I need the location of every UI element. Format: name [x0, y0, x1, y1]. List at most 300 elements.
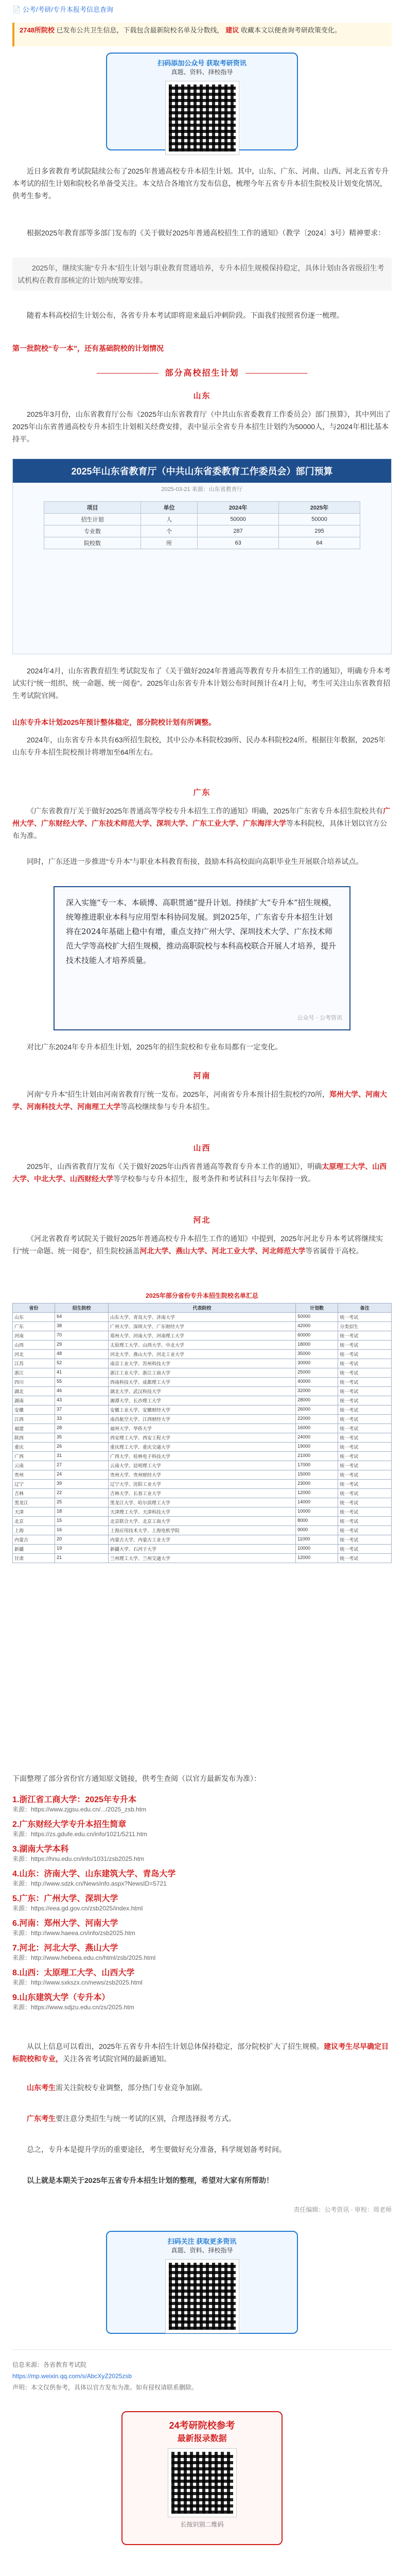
ref-link[interactable]: 来源：https://www.zjgsu.edu.cn/.../2025_zsb.htm	[12, 1806, 147, 1813]
intro-quote: 2025年，继续实施“专升本”招生计划与职业教育贯通培养，专升本招生规模保持稳定，具体计划由各省级招生考试机构在教育部核定的计划内统筹安排。	[12, 258, 392, 291]
intro-red-line: 第一批院校“专一本”，还有基础院校的计划情况	[12, 344, 164, 352]
closing-p1-tail: 关注各省考试院官网的最新通知。	[63, 2055, 171, 2063]
table-cell: 统一考试	[338, 1359, 392, 1368]
table-cell: 四川	[13, 1378, 55, 1387]
closing-p1-text: 从以上信息可以看出，2025年五省专升本招生计划总体保持稳定，部分院校扩大了招生规模。	[27, 2042, 324, 2050]
footer-link[interactable]: https://mp.weixin.qq.com/s/AbcXyZ2025zsb	[12, 2372, 132, 2380]
table-row	[44, 537, 360, 549]
promo-qr[interactable]	[168, 2449, 236, 2517]
table-row	[13, 1387, 392, 1396]
budget-table	[44, 501, 360, 549]
table-cell: 统一考试	[338, 1480, 392, 1489]
table-cell: 统一考试	[338, 1461, 392, 1470]
table-cell: 招生计划	[44, 514, 141, 526]
summary-th: 省份	[13, 1303, 55, 1313]
table-cell: 云南	[13, 1461, 55, 1470]
table-cell: 贵州大学、贵州财经大学	[108, 1470, 295, 1480]
shandong-p4: 2024年，山东省专升本共有63所招生院校，其中公办本科院校39所、民办本科院校24所。根据往年数据，2025年山东专升本招生院校预计将增加至64所左右。	[12, 736, 386, 756]
table-cell: 郑州大学、河南大学、河南理工大学	[108, 1331, 295, 1341]
table-cell: 安徽	[13, 1405, 55, 1415]
table-cell: 统一考试	[338, 1424, 392, 1433]
ref-link[interactable]: 来源：http://www.hebeea.edu.cn/html/zsb/2025.html	[12, 1954, 156, 1961]
table-cell: 30000	[296, 1359, 338, 1368]
ref-link[interactable]: 来源：http://www.sdzk.cn/NewsInfo.aspx?NewsID=5721	[12, 1880, 167, 1887]
table-cell: 26000	[296, 1405, 338, 1415]
table-row	[13, 1526, 392, 1535]
closing-p3-text: 要注意分类招生与统一考试的区别，合理选择报考方式。	[56, 2114, 236, 2123]
guangdong-quote-text: 深入实施“专一本、本硕博、高职贯通”提升计划。持续扩大“专升本”招生规模，统筹推进职业本科与应用型本科协同发展。到2025年，广东省专升本招生计划将在2024年基础上稳中有增，重点支持广州大学、深圳技术大学、广东技术师范大学等高校扩大招生规模，推动高职院校与本科高校联合开展人才培养，提升技术技能人才培养质量。	[66, 898, 337, 965]
table-cell: 统一考试	[338, 1387, 392, 1396]
table-cell: 39	[55, 1480, 109, 1489]
table-cell: 18000	[296, 1341, 338, 1350]
ref-title: 1.浙江省工商大学：2025年专升本	[12, 1795, 136, 1804]
notice-banner	[12, 23, 392, 46]
closing-p4: 总之，专升本是提升学历的重要途径，考生要做好充分准备，科学规划备考时间。	[27, 2145, 286, 2154]
guangdong-p1-text: 《广东省教育厅关于做好2025年普通高等学校专升本招生工作的通知》明确，2025年广东省专升本招生院校共有	[27, 807, 383, 815]
table-row	[13, 1443, 392, 1452]
table-cell: 287	[198, 526, 279, 537]
promo-cta: 长按识别二维码	[180, 2521, 224, 2528]
table-cell: 55	[55, 1378, 109, 1387]
closing-p1-red: 建议考生尽早确定目标院校和专业，	[12, 2042, 389, 2063]
shandong-heading	[12, 392, 392, 401]
henan-p1	[12, 1088, 392, 1113]
table-cell: 10000	[296, 1545, 338, 1554]
hebei-p1-red: 河北大学、燕山大学、河北工业大学、河北师范大学	[139, 1247, 306, 1255]
table-row	[13, 1489, 392, 1498]
table-cell: 52	[55, 1359, 109, 1368]
table-cell: 兰州理工大学、兰州交通大学	[108, 1554, 295, 1563]
table-row	[13, 1433, 392, 1443]
table-cell: 河南	[13, 1331, 55, 1341]
table-cell: 24000	[296, 1433, 338, 1443]
closing-p1	[12, 2040, 392, 2065]
table-cell: 20	[55, 1535, 109, 1545]
budget-panel-title: 2025年山东省教育厅（中共山东省委教育工作委员会）部门预算	[13, 459, 391, 483]
shandong-p3: 山东专升本计划2025年预计整体稳定，部分院校计划有所调整。	[12, 718, 216, 726]
table-cell: 32000	[296, 1387, 338, 1396]
table-cell: 19	[55, 1545, 109, 1554]
guangdong-p1	[12, 805, 392, 842]
summary-table-caption: 2025年部分省份专升本招生院校名单汇总	[146, 1292, 258, 1299]
table-cell: 天津	[13, 1507, 55, 1517]
table-row	[13, 1461, 392, 1470]
table-row	[13, 1396, 392, 1405]
summary-table-wrap	[12, 1288, 392, 1563]
table-cell: 个	[141, 526, 198, 537]
table-cell: 吉林	[13, 1489, 55, 1498]
table-row	[13, 1313, 392, 1322]
table-cell: 统一考试	[338, 1368, 392, 1378]
table-cell: 统一考试	[338, 1470, 392, 1480]
table-cell: 12000	[296, 1554, 338, 1563]
table-cell: 25	[55, 1498, 109, 1507]
table-cell: 21000	[296, 1452, 338, 1461]
table-cell: 福建	[13, 1424, 55, 1433]
shanxi-title: 山西	[193, 1144, 211, 1153]
table-row	[13, 1424, 392, 1433]
closing-p3-red: 广东考生	[27, 2114, 56, 2123]
table-row	[13, 1507, 392, 1517]
ref-link[interactable]: 来源：https://www.sdjzu.edu.cn/zs/2025.htm	[12, 2004, 134, 2011]
guangdong-title: 广东	[193, 788, 211, 797]
summary-th: 代表院校	[108, 1303, 295, 1313]
guangdong-heading	[12, 788, 392, 798]
table-cell: 新疆	[13, 1545, 55, 1554]
table-cell: 山西	[13, 1341, 55, 1350]
table-row	[13, 1350, 392, 1359]
table-cell: 统一考试	[338, 1331, 392, 1341]
table-cell: 统一考试	[338, 1350, 392, 1359]
divider	[12, 2349, 392, 2350]
table-cell: 内蒙古	[13, 1535, 55, 1545]
table-cell: 64	[55, 1313, 109, 1322]
budget-th: 2024年	[198, 502, 279, 514]
table-cell: 70	[55, 1331, 109, 1341]
table-cell: 295	[279, 526, 360, 537]
table-cell: 26	[55, 1443, 109, 1452]
table-cell: 统一考试	[338, 1517, 392, 1526]
table-cell: 河北	[13, 1350, 55, 1359]
shanxi-p1-tail: 等学校参与专升本招生，报考条件和考试科目与去年保持一致。	[113, 1175, 315, 1183]
qr-card-bottom	[106, 2231, 298, 2334]
table-cell: 63	[198, 537, 279, 549]
table-cell: 46	[55, 1387, 109, 1396]
table-cell: 统一考试	[338, 1489, 392, 1498]
table-cell: 西南科技大学、成都理工大学	[108, 1378, 295, 1387]
table-cell: 21	[55, 1554, 109, 1563]
table-cell: 安徽工业大学、安徽财经大学	[108, 1405, 295, 1415]
table-cell: 23000	[296, 1480, 338, 1489]
intro-p4: 随着本科高校招生计划公布，各省专升本考试即将迎来最后冲刺阶段。下面我们按照省份逐一梳理。	[27, 311, 344, 319]
table-row	[13, 1554, 392, 1563]
quote-watermark: 公众号 · 公考资讯	[297, 1014, 342, 1021]
ref-title: 8.山西：太原理工大学、山西大学	[12, 1969, 135, 1977]
section-title: 部分高校招生计划	[165, 369, 239, 378]
table-cell: 山东	[13, 1313, 55, 1322]
qr-code-bottom[interactable]	[166, 2260, 239, 2333]
shandong-title: 山东	[193, 392, 211, 400]
ref-item	[12, 1991, 392, 2011]
table-cell: 27	[55, 1461, 109, 1470]
table-cell: 甘肃	[13, 1554, 55, 1563]
summary-th: 计划数	[296, 1303, 338, 1313]
table-cell: 48	[55, 1350, 109, 1359]
ref-link[interactable]: 来源：https://eea.gd.gov.cn/zsb2025/index.html	[12, 1905, 143, 1912]
ref-title: 5.广东：广州大学、深圳大学	[12, 1894, 118, 1903]
table-cell: 天津理工大学、天津科技大学	[108, 1507, 295, 1517]
ref-title: 9.山东建筑大学（专升本）	[12, 1993, 110, 2002]
table-cell: 64	[279, 537, 360, 549]
table-cell: 28000	[296, 1396, 338, 1405]
table-cell: 内蒙古大学、内蒙古工业大学	[108, 1535, 295, 1545]
closing-p2-red: 山东考生	[27, 2083, 56, 2092]
table-cell: 分类招生	[338, 1322, 392, 1331]
table-cell: 42000	[296, 1322, 338, 1331]
table-cell: 广州大学、深圳大学、广东财经大学	[108, 1322, 295, 1331]
qr-top-sub: 真题、资料、择校指导	[171, 69, 233, 76]
table-cell: 浙江工业大学、浙江工商大学	[108, 1368, 295, 1378]
table-cell: 50000	[296, 1313, 338, 1322]
table-cell: 统一考试	[338, 1498, 392, 1507]
hebei-heading	[12, 1216, 392, 1225]
table-cell: 统一考试	[338, 1396, 392, 1405]
guangdong-p3: 对比广东2024年专升本招生计划，2025年的招生院校和专业布局都有一定变化。	[27, 1043, 283, 1051]
table-cell: 辽宁大学、沈阳工业大学	[108, 1480, 295, 1489]
table-cell: 统一考试	[338, 1545, 392, 1554]
table-cell: 北京联合大学、北京工商大学	[108, 1517, 295, 1526]
table-cell: 浙江	[13, 1368, 55, 1378]
table-row	[13, 1535, 392, 1545]
henan-p1-text: 河南“专升本”招生计划由河南省教育厅统一发布。2025年，河南省专升本预计招生院校约70所，	[27, 1090, 330, 1098]
table-cell: 统一考试	[338, 1554, 392, 1563]
table-row	[13, 1405, 392, 1415]
guangdong-quote	[54, 886, 350, 1030]
table-cell: 16	[55, 1526, 109, 1535]
summary-th: 招生院校	[55, 1303, 109, 1313]
table-cell: 11000	[296, 1535, 338, 1545]
henan-p1-red: 郑州大学、河南大学、河南科技大学、河南理工大学	[12, 1090, 388, 1111]
qr-bottom-title: 扫码关注 获取更多资讯	[167, 2238, 237, 2245]
table-cell: 重庆理工大学、重庆交通大学	[108, 1443, 295, 1452]
summary-table	[12, 1288, 392, 1563]
table-cell: 南昌航空大学、江西财经大学	[108, 1415, 295, 1424]
table-cell: 10000	[296, 1507, 338, 1517]
table-cell: 福州大学、华侨大学	[108, 1424, 295, 1433]
table-row	[44, 514, 360, 526]
guangdong-p1-tail: 等本科院校，具体计划以官方公布为准。	[12, 819, 387, 840]
table-cell: 河北大学、燕山大学、河北工业大学	[108, 1350, 295, 1359]
table-cell: 重庆	[13, 1443, 55, 1452]
budget-panel-meta: 2025-03-21 来源：山东省教育厅	[161, 486, 243, 493]
table-row	[13, 1368, 392, 1378]
table-cell: 江西	[13, 1415, 55, 1424]
summary-th: 备注	[338, 1303, 392, 1313]
table-cell: 统一考试	[338, 1313, 392, 1322]
promo-title1: 24考研院校参考	[169, 2420, 235, 2431]
table-row	[13, 1545, 392, 1554]
table-cell: 8000	[296, 1517, 338, 1526]
qr-code-top[interactable]	[166, 81, 239, 155]
table-cell: 广西大学、桂林电子科技大学	[108, 1452, 295, 1461]
ref-link[interactable]: 来源：https://hnu.edu.cn/info/1031/zsb2025.htm	[12, 1855, 145, 1862]
promo-title2: 最新报录数据	[177, 2434, 227, 2443]
refs-list	[12, 1793, 392, 2015]
table-cell: 湖北大学、武汉科技大学	[108, 1387, 295, 1396]
table-cell: 统一考试	[338, 1415, 392, 1424]
table-cell: 湖南	[13, 1396, 55, 1405]
table-row	[13, 1480, 392, 1489]
table-cell: 陕西	[13, 1433, 55, 1443]
ref-title: 7.河北：河北大学、燕山大学	[12, 1944, 118, 1953]
ref-item	[12, 1892, 392, 1912]
henan-title: 河南	[193, 1072, 211, 1080]
table-cell: 16000	[296, 1424, 338, 1433]
top-link[interactable]: 📄 公考/考研/专升本报考信息查询	[12, 6, 114, 13]
table-cell: 贵州	[13, 1470, 55, 1480]
table-cell: 43	[55, 1396, 109, 1405]
table-cell: 15	[55, 1517, 109, 1526]
notice-tail: 收藏本文以便查询考研政策变化。	[240, 26, 341, 34]
notice-red: 建议	[225, 26, 239, 34]
ref-item	[12, 1842, 392, 1863]
table-cell: 湘潭大学、长沙理工大学	[108, 1396, 295, 1405]
table-cell: 37	[55, 1405, 109, 1415]
table-cell: 统一考试	[338, 1443, 392, 1452]
footer-source: 信息来源：各省教育考试院	[12, 2361, 87, 2368]
table-cell: 统一考试	[338, 1507, 392, 1517]
table-cell: 25000	[296, 1368, 338, 1378]
table-cell: 31	[55, 1452, 109, 1461]
section-heading	[12, 369, 392, 378]
budget-th: 2025年	[279, 502, 360, 514]
ref-link[interactable]: 来源：https://zs.gdufe.edu.cn/info/1021/5211.htm	[12, 1831, 147, 1838]
table-cell: 统一考试	[338, 1378, 392, 1387]
table-cell: 22000	[296, 1415, 338, 1424]
shandong-p1: 2025年3月份，山东省教育厅公布《2025年山东省教育厅（中共山东省委教育工作委员会）部门预算》，其中列出了2025年山东省普通高校专升本招生计划相关经费安排，表中显示全省专升本招生计划约为50000人，与2024年相比基本持平。	[12, 410, 391, 443]
ref-item	[12, 1917, 392, 1937]
ref-item	[12, 1941, 392, 1962]
table-cell: 50000	[198, 514, 279, 526]
table-cell: 22	[55, 1489, 109, 1498]
footer-note: 声明：本文仅供参考，具体以官方发布为准。如有侵权请联系删除。	[12, 2384, 198, 2391]
henan-heading	[12, 1072, 392, 1081]
table-cell: 院校数	[44, 537, 141, 549]
table-row	[13, 1498, 392, 1507]
table-cell: 19000	[296, 1443, 338, 1452]
table-cell: 24	[55, 1470, 109, 1480]
table-cell: 黑龙江	[13, 1498, 55, 1507]
shanxi-p1	[12, 1160, 392, 1185]
shanxi-p1-text: 2025年，山西省教育厅发布《关于做好2025年山西省普通高等教育专升本工作的通知》，明确	[27, 1162, 322, 1171]
table-cell: 太原理工大学、山西大学、中北大学	[108, 1341, 295, 1350]
table-row	[13, 1341, 392, 1350]
table-cell: 上海应用技术大学、上海电机学院	[108, 1526, 295, 1535]
table-cell: 人	[141, 514, 198, 526]
qr-top-title: 扫码添加公众号 获取考研资讯	[157, 59, 247, 67]
table-cell: 北京	[13, 1517, 55, 1526]
table-cell: 上海	[13, 1526, 55, 1535]
table-cell: 新疆大学、石河子大学	[108, 1545, 295, 1554]
table-cell: 南京工业大学、苏州科技大学	[108, 1359, 295, 1368]
henan-p1-tail: 等高校继续参与专升本招生。	[120, 1103, 214, 1111]
table-cell: 35	[55, 1433, 109, 1443]
table-cell: 29	[55, 1341, 109, 1350]
qr-card-top	[106, 53, 298, 150]
table-cell: 60000	[296, 1331, 338, 1341]
ref-title: 2.广东财经大学专升本招生简章	[12, 1820, 127, 1829]
table-cell: 黑龙江大学、哈尔滨理工大学	[108, 1498, 295, 1507]
table-cell: 14000	[296, 1498, 338, 1507]
promo-card	[121, 2411, 283, 2545]
table-cell: 18	[55, 1507, 109, 1517]
qr-bottom-sub: 真题、资料、择校指导	[171, 2247, 233, 2254]
budget-panel	[12, 459, 392, 654]
intro-p2: 根据2025年教育部等多部门发布的《关于做好2025年普通高校招生工作的通知》（教学〔2024〕3号）精神要求：	[27, 229, 385, 237]
table-cell: 统一考试	[338, 1526, 392, 1535]
table-cell: 辽宁	[13, 1480, 55, 1489]
table-row	[13, 1517, 392, 1526]
table-row	[13, 1378, 392, 1387]
shanxi-p1-red: 太原理工大学、山西大学、中北大学、山西财经大学	[12, 1162, 387, 1183]
table-row	[13, 1359, 392, 1368]
table-cell: 吉林大学、长春工业大学	[108, 1489, 295, 1498]
table-cell: 41	[55, 1368, 109, 1378]
table-cell: 统一考试	[338, 1535, 392, 1545]
table-cell: 西安理工大学、西安工程大学	[108, 1433, 295, 1443]
table-cell: 12000	[296, 1489, 338, 1498]
table-row	[44, 526, 360, 537]
table-row	[13, 1322, 392, 1331]
ref-title: 6.河南：郑州大学、河南大学	[12, 1919, 118, 1928]
table-cell: 统一考试	[338, 1433, 392, 1443]
table-row	[13, 1470, 392, 1480]
ref-item	[12, 1966, 392, 1987]
closing-p3	[12, 2112, 392, 2125]
table-cell: 28	[55, 1424, 109, 1433]
budget-th: 项目	[44, 502, 141, 514]
closing-sign: 责任编辑：公考资讯 · 审校：周老师	[293, 2206, 392, 2213]
table-cell: 山东大学、青岛大学、济南大学	[108, 1313, 295, 1322]
refs-intro: 下面整理了部分省份官方通知原文链接，供考生查阅（以官方最新发布为准）：	[12, 1774, 261, 1783]
guangdong-p1-red: 广州大学、广东财经大学、广东技术师范大学、深圳大学、广东工业大学、广东海洋大学	[12, 807, 391, 827]
table-cell: 统一考试	[338, 1452, 392, 1461]
ref-link[interactable]: 来源：http://www.sxkszx.cn/news/zsb2025.html	[12, 1979, 143, 1986]
table-cell: 统一考试	[338, 1405, 392, 1415]
table-cell: 9000	[296, 1526, 338, 1535]
hebei-p1-tail: 等省属骨干高校。	[305, 1247, 363, 1255]
table-cell: 40000	[296, 1378, 338, 1387]
ref-item	[12, 1793, 392, 1814]
table-cell: 35000	[296, 1350, 338, 1359]
shandong-p2: 2024年4月，山东省教育招生考试院发布了《关于做好2024年普通高等教育专升本招生工作的通知》，明确专升本考试实行“统一组织、统一命题、统一阅卷”。2025年山东省专升本计划公布时间预计在4月上旬，考生可关注山东省教育招生考试院官网。	[12, 667, 391, 700]
closing-p2-text: 需关注院校专业调整，部分热门专业竞争加剧。	[56, 2083, 207, 2092]
hebei-p1	[12, 1232, 392, 1257]
budget-th: 单位	[141, 502, 198, 514]
table-cell: 50000	[279, 514, 360, 526]
table-cell: 云南大学、昆明理工大学	[108, 1461, 295, 1470]
closing-p5: 以上就是本期关于2025年五省专升本招生计划的整理，希望对大家有所帮助！	[27, 2176, 274, 2184]
shanxi-heading	[12, 1144, 392, 1153]
table-cell: 15000	[296, 1470, 338, 1480]
notice-prefix: 2748所院校	[20, 26, 55, 34]
table-cell: 广东	[13, 1322, 55, 1331]
ref-title: 3.湖南大学本科	[12, 1845, 69, 1854]
table-cell: 江苏	[13, 1359, 55, 1368]
table-cell: 广西	[13, 1452, 55, 1461]
ref-item	[12, 1818, 392, 1838]
table-row	[13, 1452, 392, 1461]
notice-text: 已发布公共卫生信息，下载包含最新院校名单及分数线，	[56, 26, 224, 34]
hebei-title: 河北	[193, 1216, 211, 1225]
table-cell: 33	[55, 1415, 109, 1424]
ref-item	[12, 1867, 392, 1888]
table-cell: 17000	[296, 1461, 338, 1470]
table-cell: 统一考试	[338, 1341, 392, 1350]
guangdong-p2: 同时，广东还进一步推进“专升本”与职业本科教育衔接，鼓励本科高校面向高职毕业生开展联合培养试点。	[27, 857, 363, 866]
table-cell: 38	[55, 1322, 109, 1331]
closing-p2	[12, 2081, 392, 2094]
table-cell: 专业数	[44, 526, 141, 537]
hebei-p1-text: 《河北省教育考试院关于做好2025年普通高校专升本招生工作的通知》中提到，2025年河北专升本考试将继续实行“统一命题、统一阅卷”，招生院校涵盖	[12, 1234, 383, 1255]
table-row	[13, 1331, 392, 1341]
intro-p1: 近日多省教育考试院陆续公布了2025年普通高校专升本招生计划。其中，山东、广东、河南、山西、河北五省专升本考试的招生计划和院校名单备受关注。本文结合各地官方发布信息，梳理今年五省专升本招生院校及计划变化情况，供考生参考。	[12, 167, 389, 200]
table-cell: 湖北	[13, 1387, 55, 1396]
table-row	[13, 1415, 392, 1424]
table-cell: 所	[141, 537, 198, 549]
ref-link[interactable]: 来源：http://www.haeea.cn/info/zsb2025.htm	[12, 1929, 135, 1937]
ref-title: 4.山东：济南大学、山东建筑大学、青岛大学	[12, 1870, 176, 1878]
